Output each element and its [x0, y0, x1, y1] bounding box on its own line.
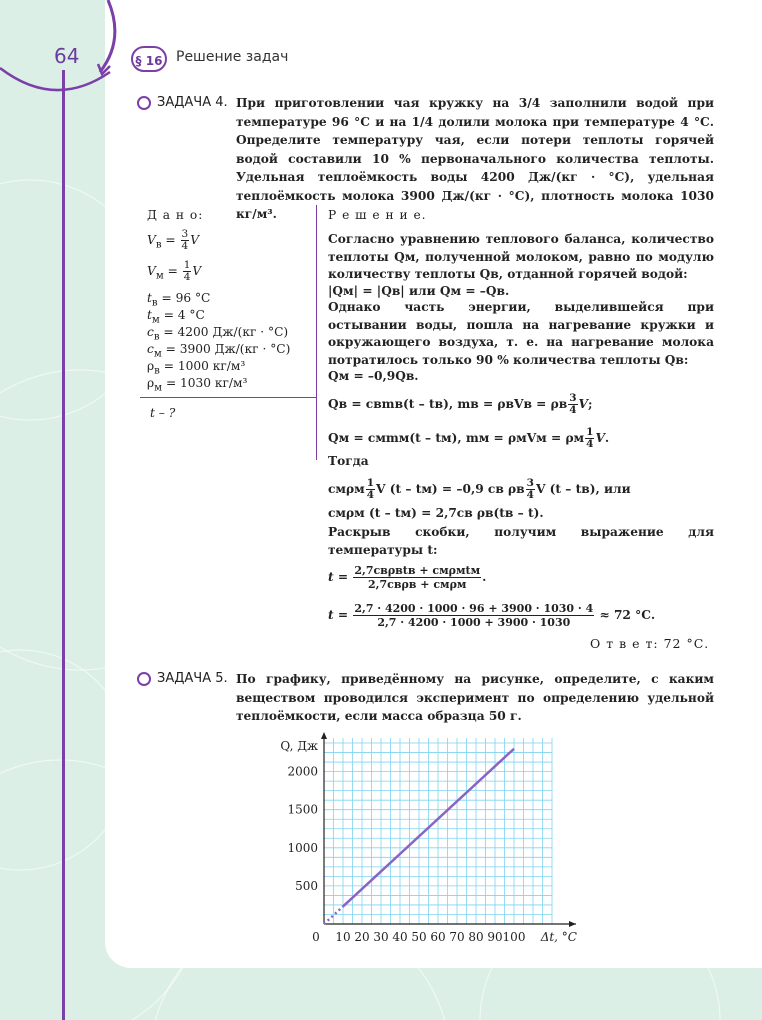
given-rv: $\rho_в = 1000$ кг/м³ — [147, 359, 246, 377]
given-cm: $c_м = 3900$ Дж/(кг · °С) — [147, 342, 291, 360]
given-divider — [140, 397, 316, 398]
x-tick-label: 100 — [502, 930, 526, 944]
solution-paragraph-1: Согласно уравнению теплового баланса, количество теплоты Qм, полученной молоком, равно по модулю количеству теплоты Qв, отданной горячей водой: — [328, 232, 714, 281]
task5-text: По графику, приведённому на рисунке, определите, с каким веществом проводился эксперимент по определению удельной теплоёмкости, если масса образца 50 г. — [236, 672, 714, 723]
task-marker-icon — [137, 96, 151, 110]
y-tick-label: 2000 — [287, 764, 318, 779]
x-tick-label: 40 — [392, 930, 408, 944]
x-tick-label: 90 — [487, 930, 503, 944]
solution-paragraph-2: Однако часть энергии, выделившейся при остывании воды, пошла на нагревание кружки и окружающего воздуха, т. е. на нагревание молока потратилось только 90 % количества теплоты Qв: — [328, 300, 714, 367]
given-vertical-divider — [316, 205, 317, 460]
task4-text: При приготовлении чая кружку на 3/4 заполнили водой при температуре 96 °С и на 1/4 долили молока при температуре 4 °С. Определите температуру чая, если потери теплоты горячей водой составили 10 % первоначального количества теплоты. Удельная теплоёмкость воды 4200 Дж/(кг · °С), удельная теплоёмкость молока 3900 Дж/(кг · °С), плотность молока 1030 кг/м³. — [236, 96, 714, 221]
solution-paragraph-3: Раскрыв скобки, получим выражение для температуры t: — [328, 525, 714, 557]
given-title: Д а н о: — [147, 208, 204, 222]
solution-title: Р е ш е н и е. — [328, 208, 427, 222]
given-vv: $V_в$ = $\frac{3}{4}$ V — [147, 228, 199, 252]
given-rm: $\rho_м = 1030$ кг/м³ — [147, 376, 248, 394]
solution-eq-4: Qм = cмmм(t – tм), mм = ρмVм = ρм $\frac{1}{4}$ V. — [328, 426, 610, 450]
togda-label: Тогда — [328, 454, 369, 468]
x-tick-label: 10 — [335, 930, 351, 944]
solution-formula-1: t = $\frac{\text{2,7cвρвtв + cмρмtм}}{\text{2,7cвρв + cмρм}}$ . — [328, 564, 487, 591]
solution-eq-2: Qм = –0,9Qв. — [328, 369, 419, 383]
solution-eq-1: |Qм| = |Qв| или Qм = –Qв. — [328, 284, 510, 298]
x-tick-label: 70 — [449, 930, 465, 944]
y-tick-label: 1500 — [287, 802, 318, 817]
y-axis-label: Q, Дж — [280, 739, 318, 753]
x-tick-label: 0 — [312, 930, 320, 944]
solution-eq-5: cмρм $\frac{1}{4}$ V (t – tм) = –0,9 cв ρв $\frac{3}{4}$ V (t – tв), или — [328, 477, 631, 501]
margin-line — [62, 70, 65, 1020]
given-vm: $V_м$ = $\frac{1}{4}$ V — [147, 259, 202, 283]
x-axis-label: Δt, °C — [540, 930, 577, 944]
y-tick-label: 1000 — [287, 840, 318, 855]
section-badge: § 16 — [131, 46, 167, 72]
given-tm: $t_м = 4$ °С — [147, 308, 205, 326]
x-tick-label: 60 — [430, 930, 446, 944]
x-tick-label: 20 — [354, 930, 370, 944]
find-value: t – ? — [150, 406, 176, 420]
task5-label: ЗАДАЧА 5. — [157, 671, 228, 686]
x-tick-label: 80 — [468, 930, 484, 944]
task-marker-icon — [137, 672, 151, 686]
given-cv: $c_в = 4200$ Дж/(кг · °С) — [147, 325, 289, 343]
page-number: 64 — [54, 44, 80, 68]
section-title: Решение задач — [176, 49, 289, 65]
x-tick-label: 30 — [373, 930, 389, 944]
y-tick-label: 500 — [295, 878, 318, 893]
solution-eq-6: cмρм (t – tм) = 2,7cв ρв(tв – t). — [328, 506, 544, 520]
given-tv: $t_в = 96$ °С — [147, 291, 211, 309]
task4-label: ЗАДАЧА 4. — [157, 95, 228, 110]
solution-eq-3: Qв = cвmв(t – tв), mв = ρвVв = ρв $\frac{3}{4}$ V; — [328, 392, 593, 416]
solution-formula-2: t = $\frac{2,7 \cdot 4200 \cdot 1000 \cdot 96 + 3900 \cdot 1030 \cdot 4}{2,7 \cdot 4200 \cdot 1000 + 3900 \cdot 1030}$ ≈ 72 °С. — [328, 602, 656, 629]
x-tick-label: 50 — [411, 930, 427, 944]
task4-answer: О т в е т: 72 °С. — [590, 636, 710, 651]
